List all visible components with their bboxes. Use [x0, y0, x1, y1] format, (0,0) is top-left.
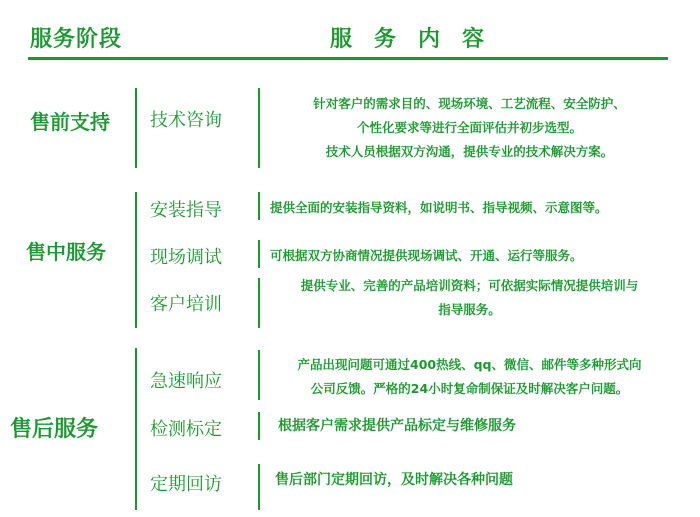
stage-divider-presale [135, 88, 137, 168]
item-divider-tech-consult [258, 88, 260, 168]
stage-insale: 售中服务 [26, 240, 106, 264]
desc-line: 技术人员根据双方沟通，提供专业的技术解决方案。 [325, 144, 614, 159]
desc-install-guide: 提供全面的安装指导资料，如说明书、指导视频、示意图等。 [270, 200, 608, 215]
desc-line: 个性化要求等进行全面评估并初步选型。 [356, 120, 582, 135]
stage-presale: 售前支持 [30, 110, 110, 134]
item-divider-install-guide [258, 192, 260, 220]
desc-line: 提供专业、完善的产品培训资料；可依据实际情况提供培训与 [300, 278, 639, 293]
item-tech-consult: 技术咨询 [150, 110, 222, 131]
item-divider-customer-training [258, 278, 260, 328]
desc-line: 针对客户的需求目的、现场环境、工艺流程、安全防护、 [313, 96, 626, 111]
stage-column-header: 服务阶段 [30, 27, 123, 52]
item-install-guide: 安装指导 [150, 200, 222, 221]
stage-divider-aftersale [135, 348, 137, 510]
item-test-calibrate: 检测标定 [150, 419, 222, 440]
stage-divider-insale [135, 192, 137, 328]
content-column-header: 服务内容 [330, 27, 507, 52]
desc-line: 产品出现问题可通过400热线、qq、微信、邮件等多种形式向 [297, 357, 642, 372]
desc-customer-training [262, 274, 677, 322]
desc-onsite-debug: 可根据双方协商情况提供现场调试、开通、运行等服务。 [270, 248, 583, 263]
desc-line: 公司反馈。严格的24小时复命制保证及时解决客户问题。 [310, 381, 629, 396]
item-divider-regular-visit [258, 464, 260, 510]
desc-regular-visit: 售后部门定期回访，及时解决各种问题 [275, 472, 513, 488]
item-onsite-debug: 现场调试 [150, 247, 222, 268]
item-divider-test-calibrate [258, 412, 260, 440]
desc-quick-response [262, 353, 677, 401]
item-customer-training: 客户培训 [150, 294, 222, 315]
item-divider-quick-response [258, 350, 260, 400]
item-quick-response: 急速响应 [150, 371, 222, 392]
desc-tech-consult [262, 92, 677, 164]
item-divider-onsite-debug [258, 240, 260, 268]
item-regular-visit: 定期回访 [150, 474, 222, 495]
desc-line: 指导服务。 [438, 302, 501, 317]
header-divider [28, 57, 668, 60]
stage-aftersale: 售后服务 [10, 417, 99, 442]
desc-test-calibrate: 根据客户需求提供产品标定与维修服务 [278, 418, 516, 434]
